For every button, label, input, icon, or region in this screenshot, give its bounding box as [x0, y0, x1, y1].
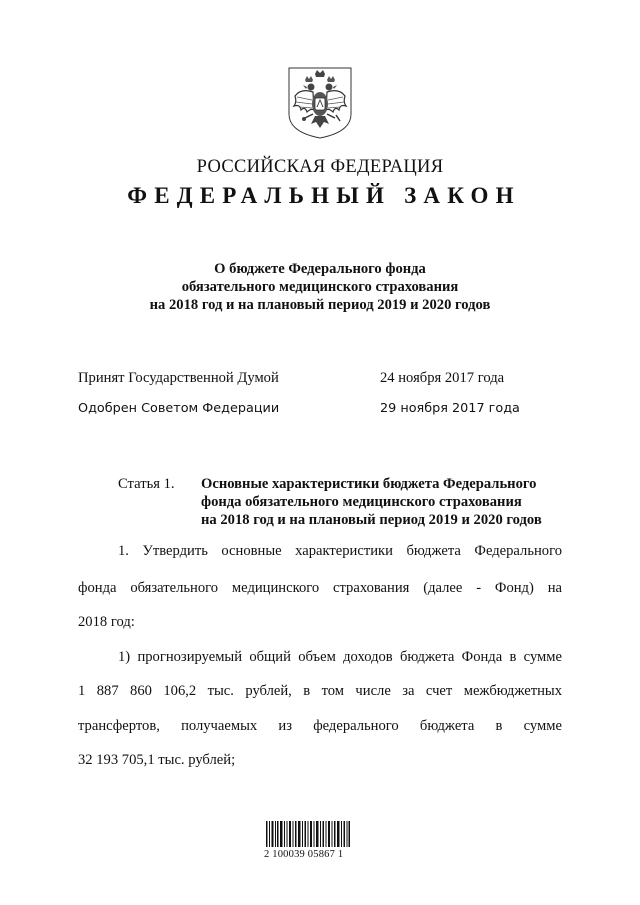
law-title-line: О бюджете Федерального фонда [214, 261, 426, 277]
paragraph-1-line: 2018 год: [78, 614, 135, 630]
article-title-line: фонда обязательного медицинского страхования [201, 494, 522, 510]
paragraph-2-line: 1) прогнозируемый общий объем доходов бюджета Фонда в сумме [118, 649, 562, 665]
approved-date: 29 ноября 2017 года [380, 401, 520, 416]
paragraph-1-line: 1. Утвердить основные характеристики бюджета Федерального [118, 543, 562, 559]
approved-by-federation-council-label: Одобрен Советом Федерации [78, 401, 280, 416]
paragraph-2-line: 1 887 860 106,2 тыс. рублей, в том числе за счет межбюджетных [78, 683, 562, 699]
barcode-number: 2 100039 05867 1 [264, 849, 344, 860]
paragraph-2-line: трансфертов, получаемых из федерального бюджета в сумме [78, 718, 562, 734]
paragraph-1-line: фонда обязательного медицинского страхования (далее - Фонд) на [78, 580, 562, 596]
adopted-date: 24 ноября 2017 года [380, 370, 505, 386]
adopted-by-duma-label: Принят Государственной Думой [78, 370, 279, 386]
paragraph-2-line: 32 193 705,1 тыс. рублей; [78, 752, 236, 768]
country-name: РОССИЙСКАЯ ФЕДЕРАЦИЯ [196, 157, 444, 177]
article-number: Статья 1. [118, 476, 175, 492]
article-title-line: Основные характеристики бюджета Федерального [201, 476, 537, 492]
law-title-line: обязательного медицинского страхования [181, 279, 459, 295]
document-type-heading: ФЕДЕРАЛЬНЫЙ ЗАКОН [127, 183, 521, 208]
article-title-line: на 2018 год и на плановый период 2019 и 2020 годов [201, 512, 542, 528]
russian-coat-of-arms-icon [285, 66, 355, 140]
law-title-line: на 2018 год и на плановый период 2019 и 2020 годов [149, 297, 491, 313]
barcode-icon [266, 821, 350, 847]
